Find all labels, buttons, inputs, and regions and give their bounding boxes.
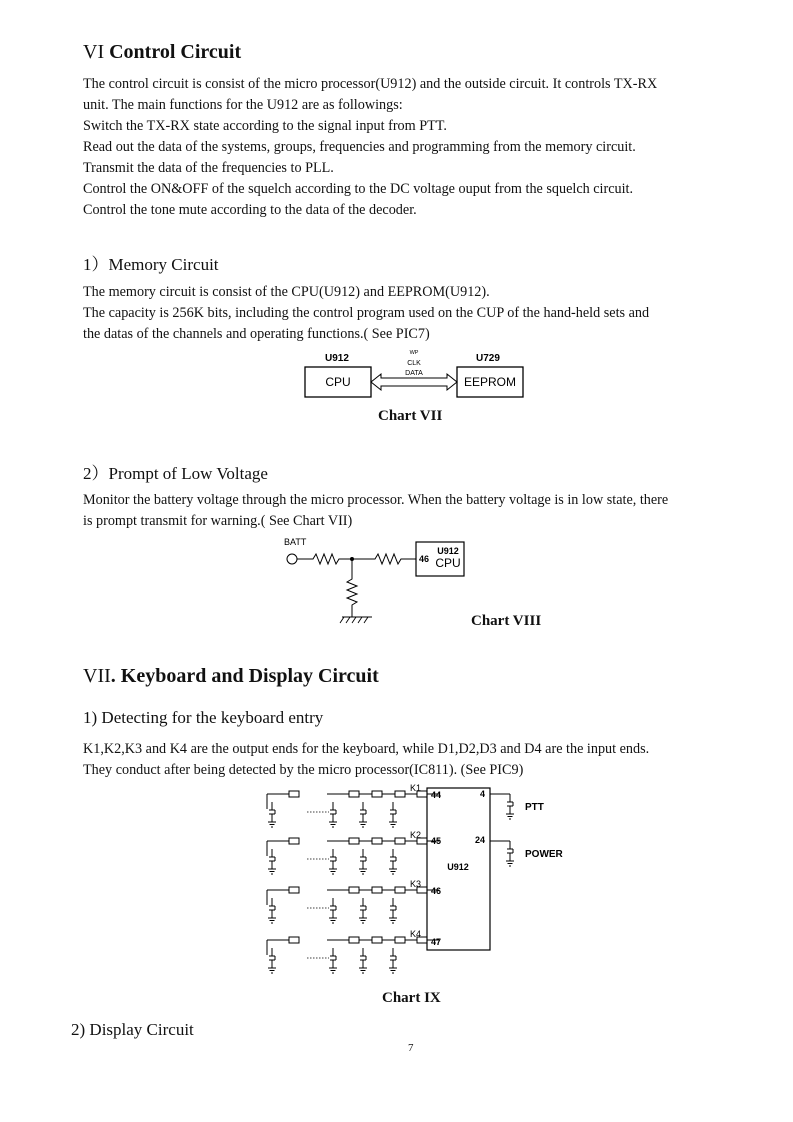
keyboard-row-2 [267,836,442,874]
cpu-ref-label: U912 [437,546,459,556]
paragraph-line: K1,K2,K3 and K4 are the output ends for the keyboard, while D1,D2,D3 and D4 are the input ends. [83,741,650,757]
paragraph-line: Transmit the data of the frequencies to PLL. [83,160,334,176]
chart-vii-caption: Chart VII [378,408,443,424]
power-label: POWER [525,849,563,860]
pin-44-label: 44 [431,790,442,800]
pin-45-label: 45 [431,836,442,846]
keyboard-heading: 1) Detecting for the keyboard entry [83,708,324,727]
memory-circuit-body [83,282,753,345]
chip-label: U912 [447,862,469,872]
section-6-title: Control Circuit [109,41,242,63]
batt-terminal [287,554,297,564]
pin-4-label: 4 [479,789,485,799]
memory-block-diagram [300,345,530,403]
pin-46-label: 46 [419,554,430,564]
k1-label: K1 [410,783,422,793]
section-6-body [83,74,753,221]
keyboard-row-3 [267,886,442,923]
section-7-number: VII [83,665,111,687]
display-circuit-heading: 2) Display Circuit [71,1020,194,1039]
paragraph-line: Control the tone mute according to the data of the decoder. [83,202,417,218]
paragraph-line: is prompt transmit for warning.( See Chart VII) [83,513,353,529]
paragraph-line: unit. The main functions for the U912 are as followings: [83,97,403,113]
signal-clk-label: CLK [407,360,421,367]
eeprom-ref-label: U729 [476,353,500,364]
pin-24-label: 24 [474,835,485,845]
section-7-title: . Keyboard and Display Circuit [110,665,379,687]
k3-label: K3 [410,879,422,889]
signal-wp-label: WP [409,350,419,356]
ground-hatch [340,617,368,623]
signal-data-label: DATA [405,370,423,377]
chart-viii-caption: Chart VIII [471,613,542,629]
paragraph-line: Switch the TX-RX state according to the signal input from PTT. [83,118,447,134]
paragraph-line: Read out the data of the systems, groups, frequencies and programming from the memory circuit. [83,139,636,155]
pin-47-label: 47 [431,937,442,947]
ptt-switch [506,794,514,819]
paragraph-line: Monitor the battery voltage through the micro processor. When the battery voltage is in low state, there [83,492,669,508]
low-voltage-body [83,490,753,532]
paragraph-line: the datas of the channels and operating functions.( See PIC7) [83,326,430,342]
paragraph-line: Control the ON&OFF of the squelch according to the DC voltage ouput from the squelch circuit. [83,181,634,197]
cpu-box-label: CPU [325,375,351,389]
pin-46-label: 46 [431,886,442,896]
resistor-2 [352,554,416,564]
paragraph-line: The memory circuit is consist of the CPU(U912) and EEPROM(U912). [83,284,490,300]
power-switch [506,841,514,866]
cpu-ref-label: U912 [325,353,349,364]
batt-label: BATT [284,537,307,547]
paragraph-line: The capacity is 256K bits, including the control program used on the CUP of the hand-held sets and [83,305,650,321]
low-voltage-heading: 2）Prompt of Low Voltage [83,464,268,483]
keyboard-schematic [255,780,585,988]
page-number: 7 [408,1042,414,1054]
resistor-3 [347,559,357,617]
memory-circuit-heading: 1）Memory Circuit [83,255,219,274]
section-6-number: VI [83,41,105,63]
chart-ix-caption: Chart IX [382,990,441,1006]
keyboard-body [83,739,753,781]
paragraph-line: The control circuit is consist of the micro processor(U912) and the outside circuit. It controls TX-RX [83,76,658,92]
keyboard-row-4 [267,937,442,973]
eeprom-box-label: EEPROM [463,375,517,389]
cpu-label: CPU [435,556,461,570]
section-6-heading [83,41,241,64]
k4-label: K4 [410,929,422,939]
section-7-heading [83,665,379,688]
resistor-1 [297,554,352,564]
ptt-label: PTT [525,802,544,813]
low-voltage-schematic [280,535,470,630]
keyboard-row-1 [267,790,442,827]
paragraph-line: They conduct after being detected by the micro processor(IC811). (See PIC9) [83,762,524,778]
k2-label: K2 [410,830,422,840]
